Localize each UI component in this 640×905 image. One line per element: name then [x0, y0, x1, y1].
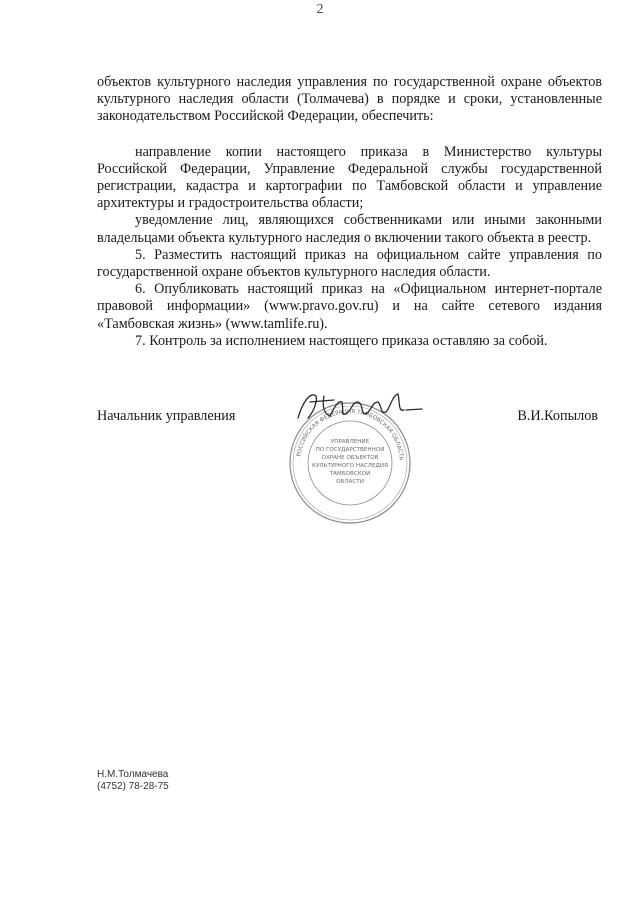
paragraph-item-5: 5. Разместить настоящий приказ на официальном сайте управления по государственной охране объектов культурного наследия области. [97, 246, 602, 281]
stamp-line: КУЛЬТУРНОГО НАСЛЕДИЯ [312, 463, 388, 469]
paragraph-list-item: направление копии настоящего приказа в Министерство культуры Российской Федерации, Управление Федеральной службы государственной регистрации, кадастра и картографии по Тамбовской области и управление архитектуры и градостроительства области; [97, 143, 602, 212]
stamp-line: ОХРАНЕ ОБЪЕКТОВ [321, 455, 379, 461]
executor-footer [97, 769, 169, 793]
signer-name: В.И.Копылов [517, 408, 598, 424]
paragraph-item-6: 6. Опубликовать настоящий приказ на «Официальном интернет-портале правовой информации» (www.pravo.gov.ru) и на сайте сетевого издания «Тамбовская жизнь» (www.tamlife.ru). [97, 281, 602, 332]
signature-block [97, 408, 602, 428]
stamp-ring-text: РОССИЙСКАЯ ФЕДЕРАЦИЯ ТАМБОВСКАЯ ОБЛАСТЬ [296, 408, 404, 461]
paragraph-list-item: уведомление лиц, являющихся собственниками или иными законными владельцами объекта культурного наследия о включении такого объекта в реестр. [97, 212, 602, 246]
executor-name: Н.М.Толмачева [97, 769, 169, 780]
document-body [97, 74, 602, 350]
paragraph-continuation: объектов культурного наследия управления по государственной охране объектов культурного наследия области (Толмачева) в порядке и сроки, установленные законодательством Российской Федерации, обеспечить: [97, 74, 602, 125]
paragraph-item-7: 7. Контроль за исполнением настоящего приказа оставляю за собой. [135, 332, 548, 349]
stamp-line: ОБЛАСТИ [336, 479, 364, 485]
stamp-line: ПО ГОСУДАРСТВЕННОЙ [315, 447, 385, 453]
stamp-line: УПРАВЛЕНИЕ [330, 439, 370, 445]
executor-phone: (4752) 78-28-75 [97, 781, 169, 792]
page-number: 2 [316, 2, 324, 17]
signer-position: Начальник управления [97, 408, 236, 424]
stamp-line: ТАМБОВСКОЙ [329, 471, 371, 477]
